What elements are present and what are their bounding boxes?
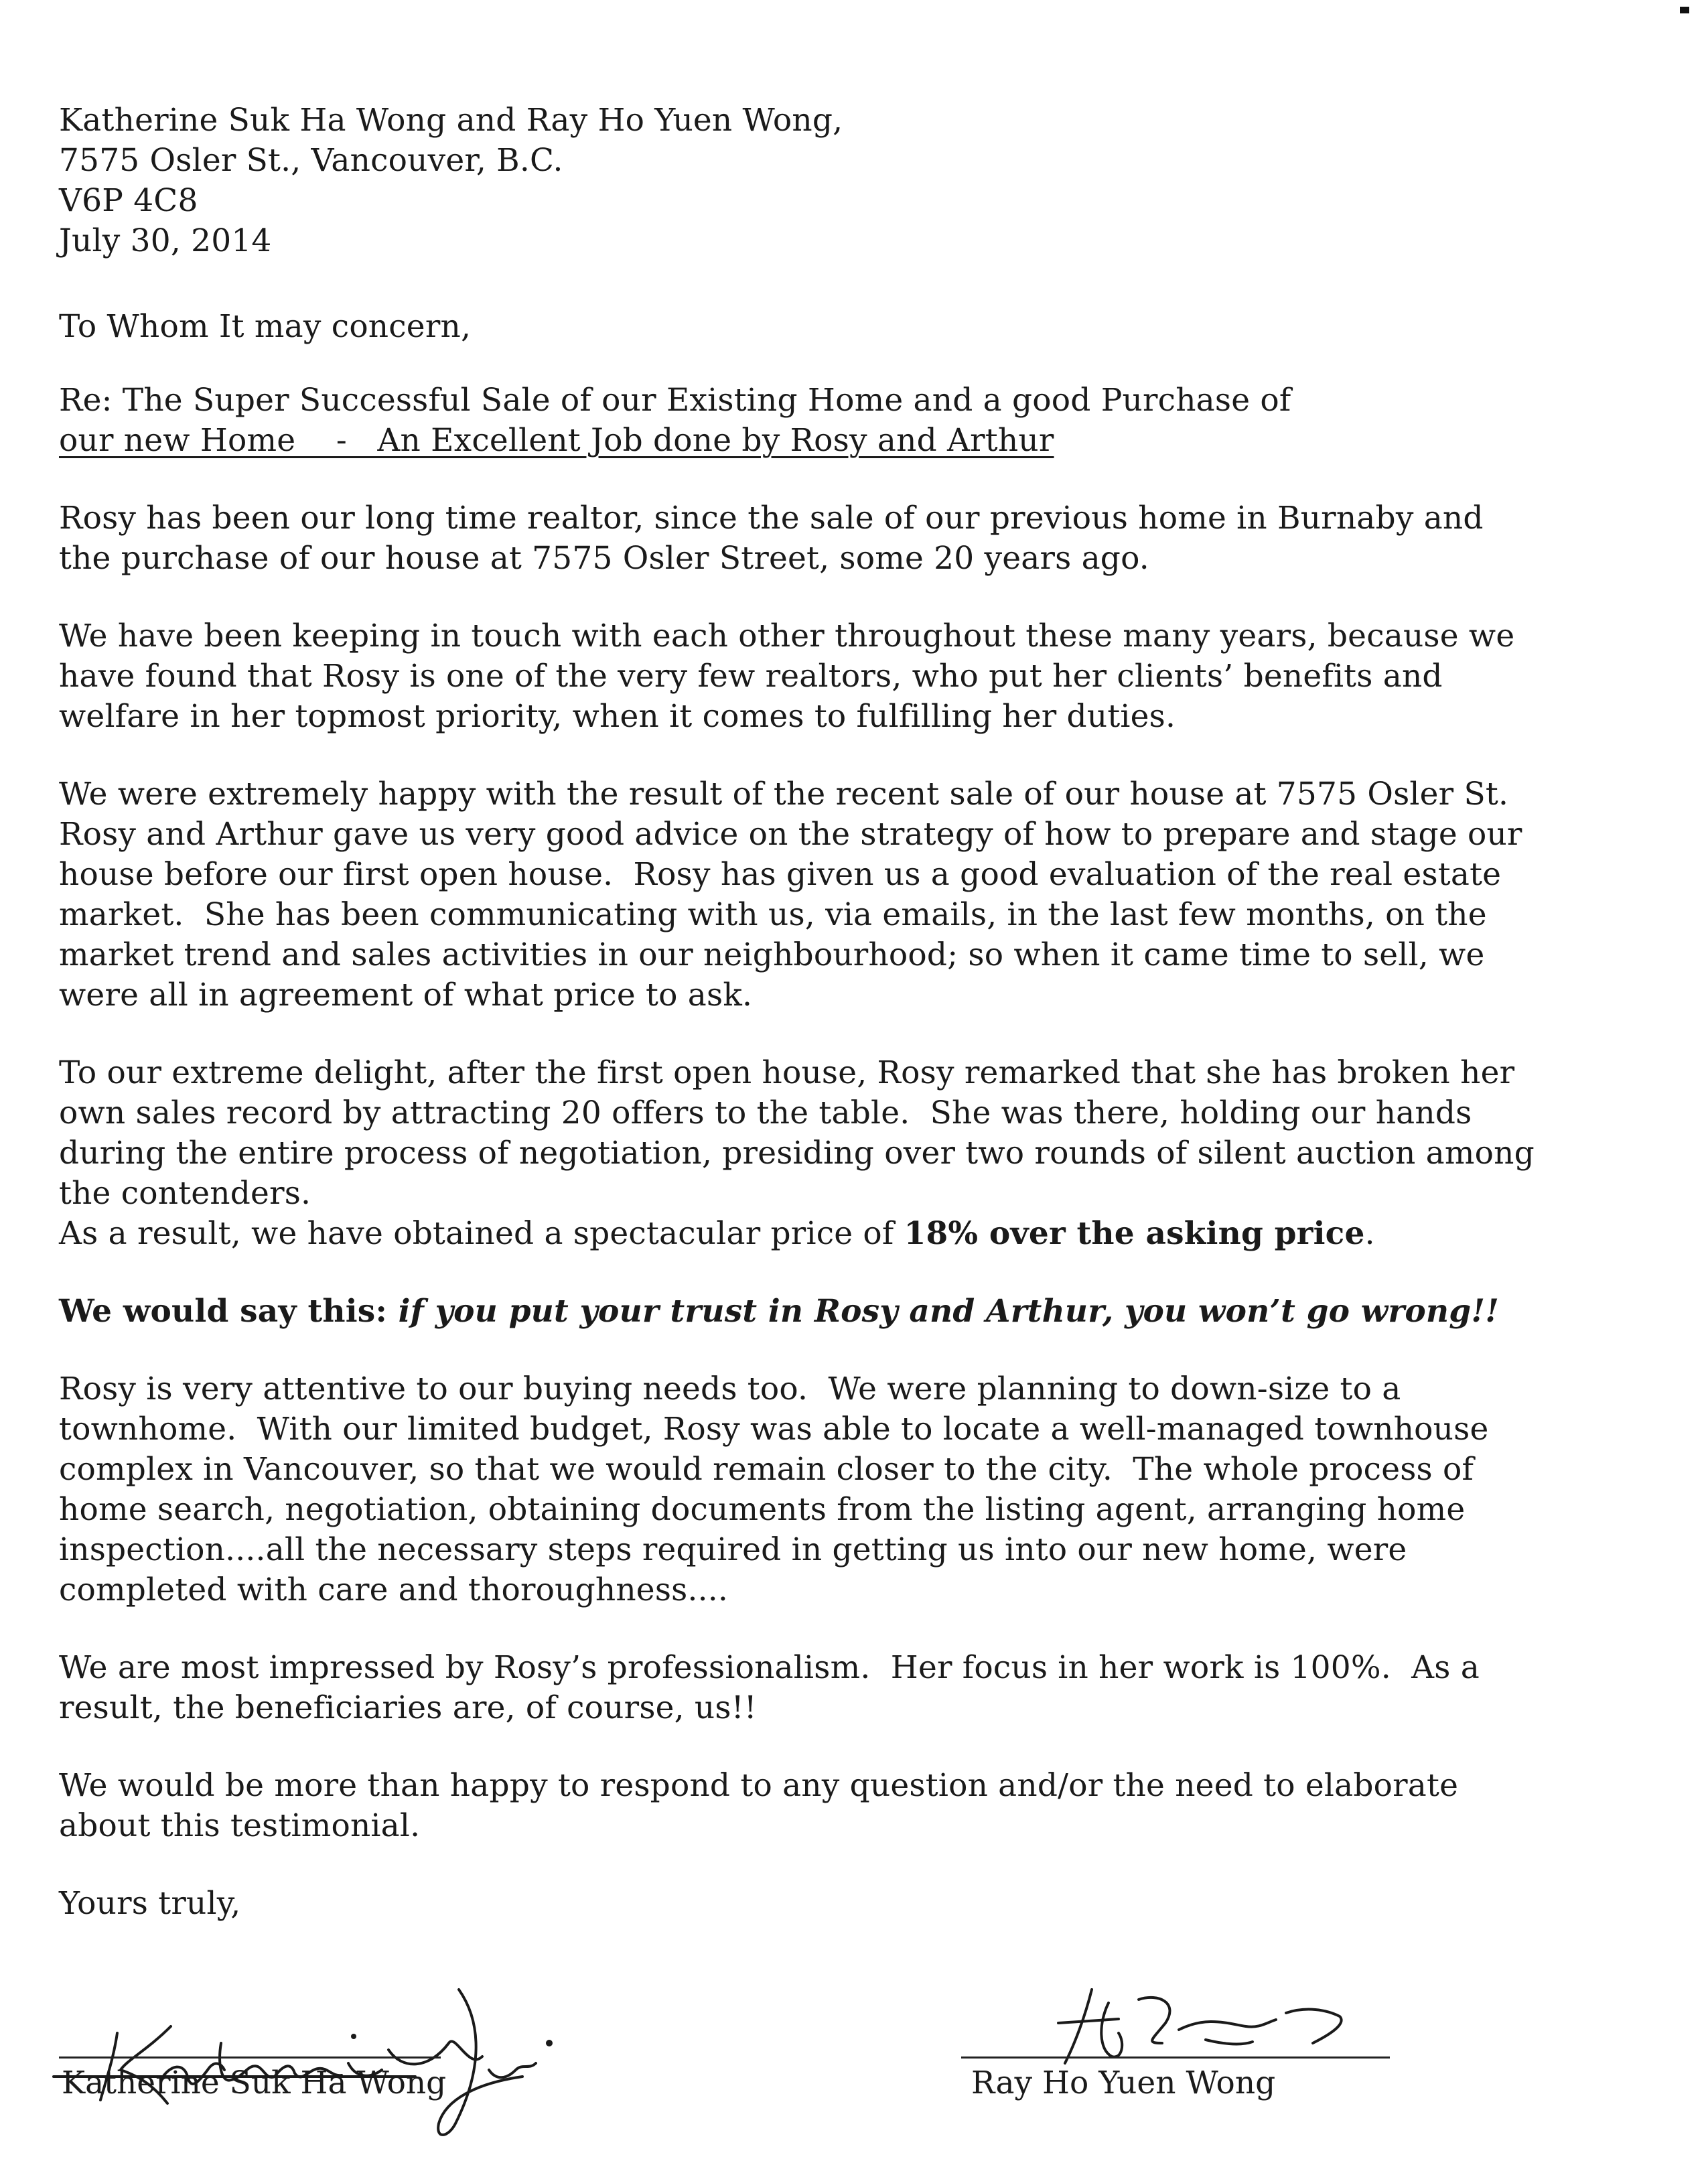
signature-line-right [961,2057,1390,2059]
result-prefix: As a result, we have obtained a spectacular price of [59,1215,904,1252]
result-line [59,1214,1375,1253]
paragraph-1-line: Rosy has been our long time realtor, since the sale of our previous home in Burnaby and [59,500,1484,537]
letter-date: July 30, 2014 [59,222,272,259]
paragraph-6-line: We are most impressed by Rosy’s professionalism. Her focus in her work is 100%. As a [59,1649,1480,1686]
result-suffix: . [1364,1215,1375,1252]
paragraph-2-line: welfare in her topmost priority, when it comes to fulfilling her duties. [59,698,1176,735]
sender-street: 7575 Osler St., Vancouver, B.C. [59,142,563,179]
signer-name-right: Ray Ho Yuen Wong [971,2065,1276,2101]
paragraph-7-line: about this testimonial. [59,1807,421,1844]
paragraph-5-line: townhome. With our limited budget, Rosy was able to locate a well-managed townhouse [59,1411,1489,1448]
signature-line-left [59,2057,441,2059]
paragraph-7-line: We would be more than happy to respond to any question and/or the need to elaborate [59,1767,1459,1804]
subject-line-2: our new Home - An Excellent Job done by Rosy and Arthur [59,422,1054,459]
paragraph-5-line: inspection....all the necessary steps required in getting us into our new home, were [59,1531,1407,1568]
paragraph-3-line: market. She has been communicating with us, via emails, in the last few months, on the [59,896,1487,933]
paragraph-3-line: were all in agreement of what price to ask. [59,977,753,1014]
paragraph-4-line: own sales record by attracting 20 offers to the table. She was there, holding our hands [59,1095,1472,1131]
paragraph-5-line: completed with care and thoroughness.... [59,1572,729,1608]
quote-emphasis: if you put your trust in Rosy and Arthur, you won’t go wrong!! [398,1293,1500,1330]
paragraph-6-line: result, the beneficiaries are, of course, us!! [59,1689,757,1726]
paragraph-2-line: have found that Rosy is one of the very few realtors, who put her clients’ benefits and [59,658,1443,695]
sender-postal: V6P 4C8 [59,182,198,219]
paragraph-4-line: To our extreme delight, after the first open house, Rosy remarked that she has broken her [59,1054,1515,1091]
paragraph-3-line: market trend and sales activities in our neighbourhood; so when it came time to sell, we [59,936,1485,973]
paragraph-5-line: home search, negotiation, obtaining documents from the listing agent, arranging home [59,1491,1466,1528]
paragraph-1-line: the purchase of our house at 7575 Osler Street, some 20 years ago. [59,540,1149,577]
paragraph-5-line: Rosy is very attentive to our buying needs too. We were planning to down-size to a [59,1371,1401,1407]
scan-speck [1680,7,1689,13]
paragraph-2-line: We have been keeping in touch with each other throughout these many years, because we [59,618,1515,654]
paragraph-3-line: We were extremely happy with the result of the recent sale of our house at 7575 Osler St. [59,776,1509,813]
closing: Yours truly, [59,1885,241,1922]
paragraph-3-line: house before our first open house. Rosy has given us a good evaluation of the real estate [59,856,1502,893]
subject-line-1: Re: The Super Successful Sale of our Existing Home and a good Purchase of [59,382,1291,419]
paragraph-4-line: the contenders. [59,1175,311,1212]
sender-names: Katherine Suk Ha Wong and Ray Ho Yuen Wong, [59,102,843,139]
quote-line [59,1292,1499,1331]
quote-lead: We would say this: [59,1293,399,1330]
signer-name-left: Katherine Suk Ha Wong [62,2065,447,2101]
result-highlight: 18% over the asking price [904,1215,1365,1252]
paragraph-4-line: during the entire process of negotiation, presiding over two rounds of silent auction among [59,1135,1535,1172]
salutation: To Whom It may concern, [59,308,472,345]
paragraph-3-line: Rosy and Arthur gave us very good advice on the strategy of how to prepare and stage our [59,816,1522,853]
paragraph-5-line: complex in Vancouver, so that we would remain closer to the city. The whole process of [59,1451,1474,1488]
